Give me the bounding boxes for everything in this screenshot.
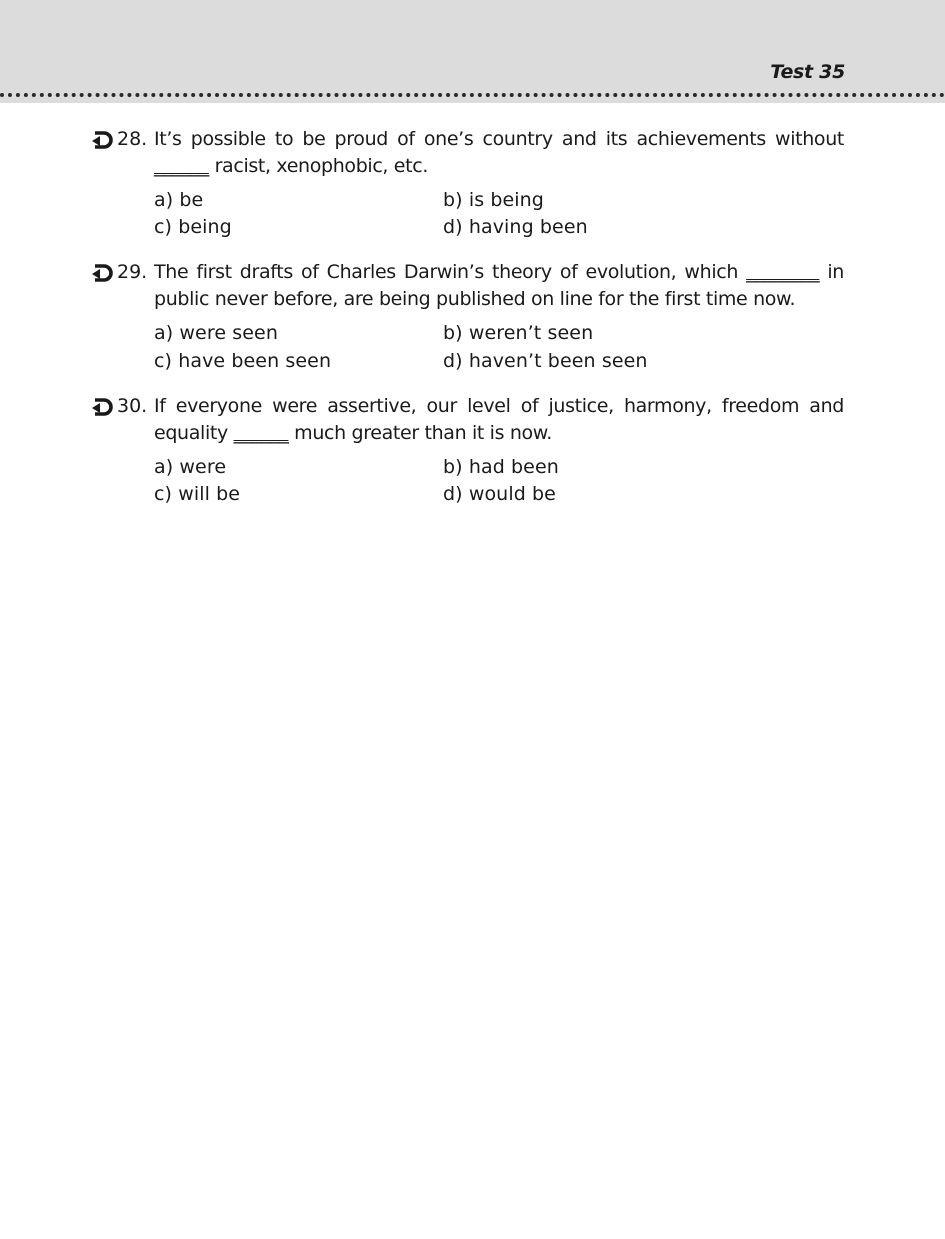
arrow-bullet-icon	[91, 262, 115, 284]
option-a: a) were	[154, 456, 227, 478]
option-b: b) weren’t seen	[443, 322, 594, 344]
header-band	[0, 0, 945, 103]
question-text: The first drafts of Charles Darwin’s theory of evolution, which ________ in public never before, are being published on line for the first time now.	[154, 261, 844, 310]
option-c: c) will be	[154, 483, 241, 505]
answer-blank: ______	[154, 155, 209, 177]
option-d: d) would be	[443, 483, 556, 505]
option-a: a) were seen	[154, 322, 278, 344]
option-c: c) being	[154, 216, 232, 238]
question-number: 28.	[117, 128, 148, 150]
dotted-divider	[0, 93, 945, 97]
answer-blank: ________	[746, 261, 820, 283]
arrow-bullet-icon	[91, 129, 115, 151]
option-b: b) is being	[443, 189, 544, 211]
option-b: b) had been	[443, 456, 559, 478]
arrow-bullet-icon	[91, 396, 115, 418]
option-c: c) have been seen	[154, 350, 332, 372]
option-d: d) having been	[443, 216, 588, 238]
question-number: 30.	[117, 395, 148, 417]
question-text: It’s possible to be proud of one’s country and its achievements without ______ racist, xenophobic, etc.	[154, 128, 844, 177]
question-number: 29.	[117, 261, 148, 283]
option-d: d) haven’t been seen	[443, 350, 648, 372]
question-text: If everyone were assertive, our level of justice, harmony, freedom and equality ______ much greater than it is now.	[154, 395, 844, 444]
answer-blank: ______	[233, 422, 289, 444]
test-label: Test 35	[770, 61, 845, 83]
option-a: a) be	[154, 189, 204, 211]
